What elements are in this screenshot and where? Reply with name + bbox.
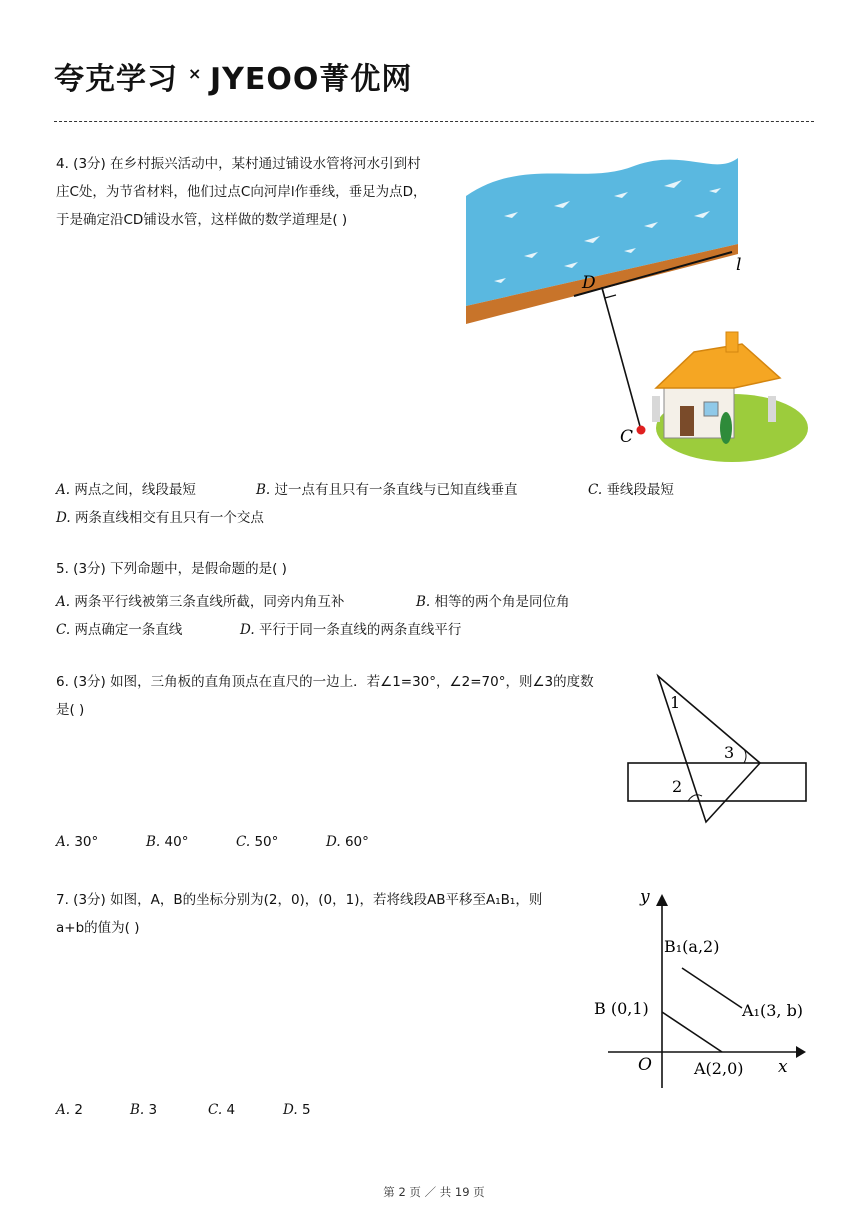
q5-option-a-letter: A. xyxy=(56,594,71,610)
q4-option-d-text: 两条直线相交有且只有一个交点 xyxy=(74,510,264,526)
q7-option-a-text: 2 xyxy=(74,1102,83,1118)
q6-line2: 是( ) xyxy=(56,702,85,718)
label-x: x xyxy=(778,1057,788,1077)
q4-option-b-letter: B. xyxy=(256,482,271,498)
q5-option-c xyxy=(56,618,182,638)
q6-option-c-letter: C. xyxy=(236,834,251,850)
house-roof xyxy=(656,344,780,388)
q6-option-a-text: 30° xyxy=(74,834,99,850)
q5-line1: 5. (3分) 下列命题中，是假命题的是( ) xyxy=(56,561,287,577)
q5-option-d-letter: D. xyxy=(240,622,255,638)
q6-option-c xyxy=(236,834,278,850)
label-a1: A₁(3, b) xyxy=(742,1001,804,1020)
q6-line1: 6. (3分) 如图，三角板的直角顶点在直尺的一边上．若∠1=30°，∠2=70°，则∠3的度数 xyxy=(56,674,594,690)
q7-option-a-letter: A. xyxy=(56,1102,71,1118)
label-y: y xyxy=(640,887,650,907)
q5-option-d-text: 平行于同一条直线的两条直线平行 xyxy=(258,622,462,638)
y-axis-arrow xyxy=(656,894,668,906)
q5-option-c-letter: C. xyxy=(56,622,71,638)
q4-option-b-text: 过一点有且只有一条直线与已知直线垂直 xyxy=(274,482,518,498)
q4-line2: 庄C处，为节省材料，他们过点C向河岸l作垂线，垂足为点D， xyxy=(56,184,427,200)
point-c xyxy=(637,426,646,435)
q5-option-b-letter: B. xyxy=(416,594,431,610)
q6-option-b-text: 40° xyxy=(164,834,189,850)
q5-option-b xyxy=(416,590,570,610)
ruler xyxy=(628,763,806,801)
segment-a1b1 xyxy=(682,968,742,1008)
q4-option-c xyxy=(588,478,674,498)
label-d: D xyxy=(582,273,596,293)
q7-line2: a+b的值为( ) xyxy=(56,920,140,936)
q6-option-d-letter: D. xyxy=(326,834,341,850)
q4-option-c-letter: C. xyxy=(588,482,603,498)
q4-line1: 4. (3分) 在乡村振兴活动中，某村通过铺设水管将河水引到村 xyxy=(56,156,421,172)
jyeoo-logo: JYEOO菁优网 xyxy=(210,62,413,97)
q7-option-c xyxy=(208,1102,235,1118)
q7-option-d xyxy=(283,1102,311,1118)
q4-option-d-letter: D. xyxy=(56,510,71,526)
q4-option-a-letter: A. xyxy=(56,482,71,498)
q7-option-b-letter: B. xyxy=(130,1102,145,1118)
q6-option-a-letter: A. xyxy=(56,834,71,850)
q7-option-b-text: 3 xyxy=(148,1102,158,1118)
house-window xyxy=(704,402,718,416)
label-a: A(2,0) xyxy=(694,1059,744,1078)
q7-option-c-letter: C. xyxy=(208,1102,223,1118)
q7-option-d-letter: D. xyxy=(283,1102,298,1118)
logo-separator: × xyxy=(188,64,202,83)
q6-option-b-letter: B. xyxy=(146,834,161,850)
q5-option-c-text: 两点确定一条直线 xyxy=(74,622,183,638)
q4-option-c-text: 垂线段最短 xyxy=(606,482,674,498)
quark-logo: 夸克学习 xyxy=(54,62,178,97)
q4-option-a xyxy=(56,478,196,498)
q6-triangle-ruler-figure xyxy=(620,668,814,828)
tree xyxy=(720,412,732,444)
q7-line1: 7. (3分) 如图，A，B的坐标分别为(2，0)，(0，1)，若将线段AB平移至A₁B₁，则 xyxy=(56,892,543,908)
angle-2-label: 2 xyxy=(672,777,683,796)
label-c: C xyxy=(620,427,634,447)
label-b1: B₁(a,2) xyxy=(664,937,720,956)
q4-river-figure xyxy=(464,156,814,466)
x-axis-arrow xyxy=(796,1046,806,1058)
q6-option-d xyxy=(326,834,369,850)
page-footer: 第 2 页 ／ 共 19 页 xyxy=(383,1185,485,1199)
q5-option-a xyxy=(56,590,344,610)
q6-option-d-text: 60° xyxy=(344,834,369,850)
q7-option-b xyxy=(130,1102,157,1118)
label-b: B (0,1) xyxy=(594,999,649,1018)
segment-ab xyxy=(662,1012,722,1052)
segment-cd xyxy=(602,288,641,430)
header-divider xyxy=(54,121,814,122)
q7-option-a xyxy=(56,1102,83,1118)
q4-option-b xyxy=(256,478,518,498)
q5-option-a-text: 两条平行线被第三条直线所截，同旁内角互补 xyxy=(74,594,345,610)
q4-line3: 于是确定沿CD铺设水管，这样做的数学道理是( ) xyxy=(56,212,348,228)
label-origin: O xyxy=(638,1055,652,1075)
q6-option-a xyxy=(56,834,98,850)
q6-option-b xyxy=(146,834,188,850)
house-chimney xyxy=(726,332,738,352)
angle-3-label: 3 xyxy=(724,743,735,762)
q4-option-a-text: 两点之间，线段最短 xyxy=(74,482,196,498)
q6-option-c-text: 50° xyxy=(254,834,279,850)
q7-option-c-text: 4 xyxy=(226,1102,236,1118)
q7-option-d-text: 5 xyxy=(301,1102,311,1118)
house-door xyxy=(680,406,694,436)
q5-option-d xyxy=(240,618,461,638)
q4-option-d xyxy=(56,506,264,526)
q5-option-b-text: 相等的两个角是同位角 xyxy=(434,594,570,610)
gate-post-left xyxy=(652,396,660,422)
q7-coordinate-figure xyxy=(590,882,812,1094)
angle-1-label: 1 xyxy=(670,693,681,712)
label-l: l xyxy=(736,255,742,275)
gate-post-right xyxy=(768,396,776,422)
